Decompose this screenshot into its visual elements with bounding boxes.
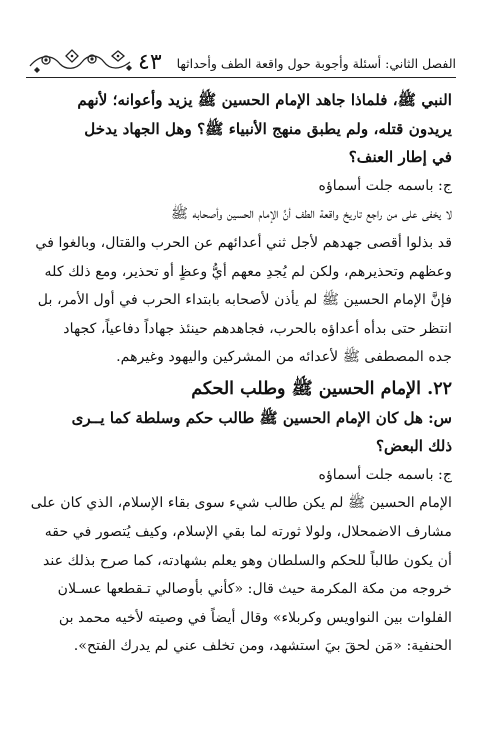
answer-line: مشارف الاضمحلال، ولولا ثورته لما بقي الإسلام، وكيف يُتصور في حقه (44, 523, 452, 540)
question-line: يريدون قتله، ولم يطبق منهج الأنبياء ﷺ؟ وهل الجهاد يدخل (84, 119, 452, 138)
answer-line: لا يخفى على من راجع تاريخ واقعة الطف أنَّ الإمام الحسين وأصحابه ﷺ (170, 206, 452, 223)
answer-line: انتظر حتى بدأه أعداؤه بالحرب، فجاهدهم حينئذ جهاداً دفاعياً، كجهاد (63, 320, 452, 337)
answer-line: جده المصطفى ﷺ لأعدائه من المشركين واليهود وغيرهم. (116, 349, 452, 366)
answer-line: خروجه من مكة المكرمة حيث قال: «كأني بأوصالي تـقطعها عسـلان (57, 581, 452, 598)
answer-label: ج: باسمه جلت أسماؤه (318, 466, 452, 483)
question-line: في إطار العنف؟ (348, 148, 452, 167)
header-divider (26, 77, 456, 78)
question-line: س: هل كان الإمام الحسين ﷺ طالب حكم وسلطة كما يــرى (71, 408, 452, 427)
answer-line: الحنفية: «مَن لحقَ بيَ استشهد، ومن تخلف عني لم يدرك الفتح». (73, 638, 452, 655)
answer-label: ج: باسمه جلت أسماؤه (318, 177, 452, 194)
section-heading: ٢٢. الإمام الحسين ﷺ وطلب الحكم (191, 378, 452, 399)
running-header (26, 48, 456, 78)
main-text (30, 86, 452, 661)
chapter-title: الفصل الثاني: أسئلة وأجوبة حول واقعة الطف وأحداثها (176, 56, 456, 71)
answer-line: أن يكون طالباً للحكم والسلطان وهو يعلم بشهادته، كما صرح بذلك عند (42, 552, 452, 569)
answer-line: الفلوات بين النواويس وكربلاء» وقال أيضاً في وصيته لأخيه محمد بن (58, 609, 452, 626)
question-line: النبي ﷺ، فلماذا جاهد الإمام الحسين ﷺ يزيد وأعوانه؛ لأنهم (77, 91, 452, 109)
answer-line: قد بذلوا أقصى جهدهم لأجل ثني أعدائهم عن الحرب والقتال، وبالغوا في (35, 234, 452, 251)
answer-line: الإمام الحسين ﷺ لم يكن طالب شيء سوى بقاء الإسلام، الذي كان على (30, 495, 452, 512)
answer-line: فإنَّ الإمام الحسين ﷺ لم يأذن لأصحابه بابتداء الحرب في أول الأمر، بل (37, 292, 452, 309)
answer-line: وعظهم وتحذيرهم، ولكن لم يُجدِ معهم أيُّ وعظٍ أو تحذير، ومع ذلك كله (44, 263, 452, 280)
page-number: ٤٣ (138, 50, 162, 75)
question-line: ذلك البعض؟ (376, 437, 452, 456)
floral-ornament-icon (26, 48, 136, 76)
